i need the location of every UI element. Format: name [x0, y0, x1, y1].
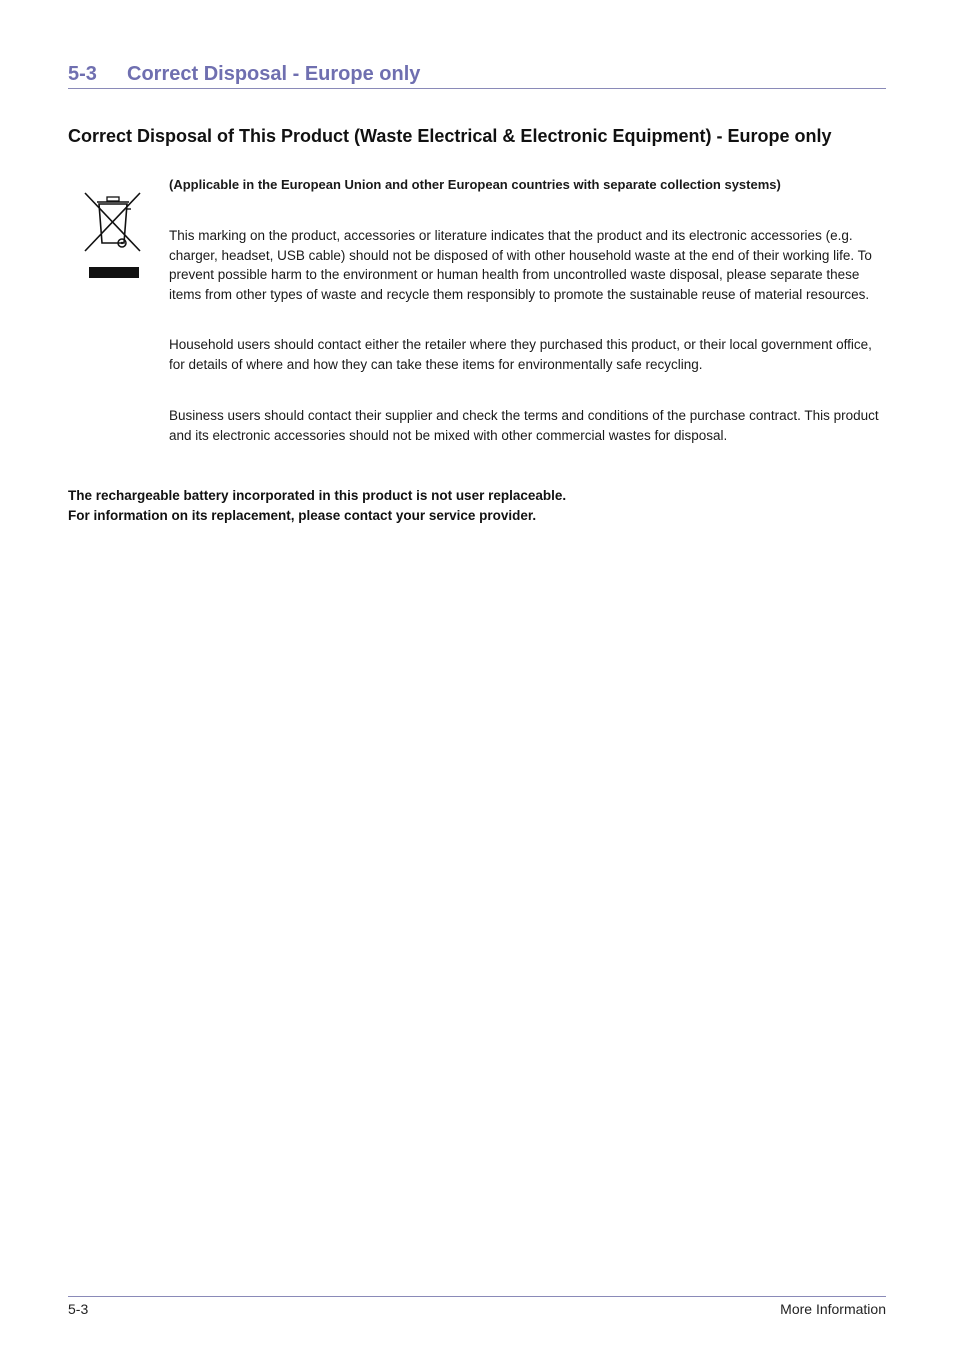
crossed-out-wheelie-bin-icon [82, 189, 144, 281]
battery-note [68, 486, 868, 525]
footer-page-number: 5-3 [68, 1301, 89, 1317]
section-number: 5-3 [68, 63, 97, 85]
household-users-paragraph: Household users should contact either the retailer where they purchased this product, or their local government office, for details of where and how they can take these items for environmentally safe recycling. [169, 337, 872, 372]
page-heading: Correct Disposal of This Product (Waste Electrical & Electronic Equipment) - Europe only [68, 126, 832, 146]
applicability-note: (Applicable in the European Union and other European countries with separate collection systems) [169, 177, 781, 192]
footer-chapter-title: More Information [780, 1301, 886, 1317]
battery-note-line: The rechargeable battery incorporated in this product is not user replaceable. [68, 488, 567, 503]
section-title: Correct Disposal - Europe only [127, 63, 421, 85]
battery-note-line: For information on its replacement, please contact your service provider. [68, 507, 537, 523]
footer-divider [68, 1296, 886, 1297]
section-header [68, 61, 886, 89]
business-users-paragraph: Business users should contact their supplier and check the terms and conditions of the purchase contract. This product and its electronic accessories should not be mixed with other commercial wastes for disposal. [169, 408, 879, 443]
disposal-paragraph: This marking on the product, accessories or literature indicates that the product and its electronic accessories (e.g. charger, headset, USB cable) should not be disposed of with other household waste at the end of their working life. To prevent possible harm to the environment or human health from uncontrolled waste disposal, please separate these items from other types of waste and recycle them responsibly to promote the sustainable reuse of material resources. [169, 228, 872, 302]
